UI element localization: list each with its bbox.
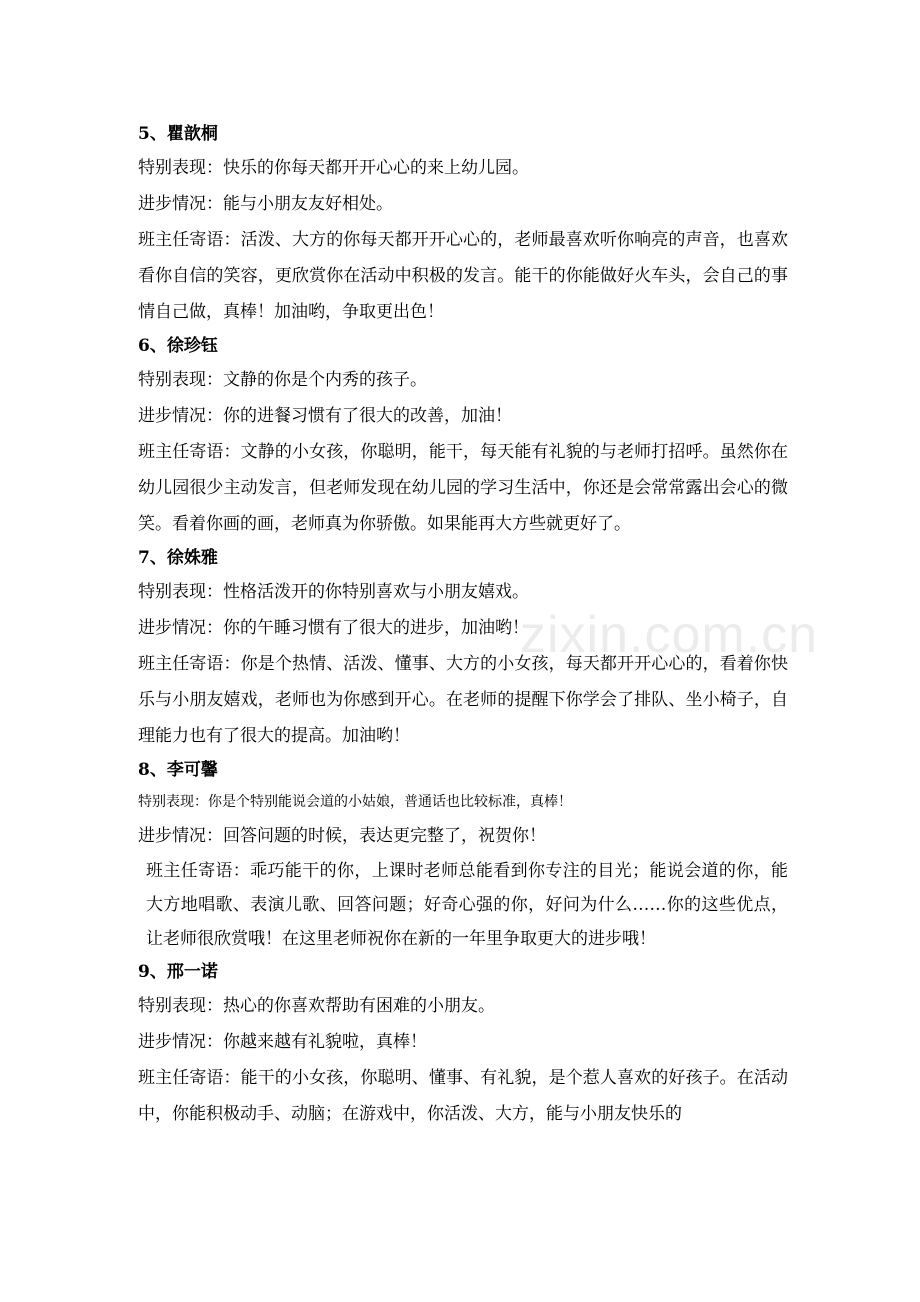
teacher-comment: 班主任寄语：文静的小女孩，你聪明，能干，每天能有礼貌的与老师打招呼。虽然你在幼儿园很少主动发言，但老师发现在幼儿园的学习生活中，你还是会常常露出会心的微笑。看着你画的画，老师真为你骄傲。如果能再大方些就更好了。: [138, 442, 788, 534]
teacher-comment: 班主任寄语：乖巧能干的你，上课时老师总能看到你专注的目光；能说会道的你，能大方地唱歌、表演儿歌、回答问题；好奇心强的你，好问为什么……你的这些优点，让老师很欣赏哦！在这里老师祝你在新的一年里争取更大的进步哦！: [146, 861, 788, 949]
section-heading: 7、徐姝雅: [138, 548, 218, 568]
special-performance: 特别表现：快乐的你每天都开开心心的来上幼儿园。: [138, 158, 529, 178]
section-heading: 6、徐珍钰: [138, 336, 218, 356]
special-performance: 特别表现：文静的你是个内秀的孩子。: [138, 370, 427, 390]
progress: 进步情况：回答问题的时候，表达更完整了，祝贺你！: [138, 826, 546, 846]
section-student-8: [138, 754, 788, 956]
section-student-6: [138, 330, 788, 542]
special-performance: 特别表现：你是个特别能说会道的小姑娘，普通话也比较标准，真棒！: [138, 794, 572, 810]
section-heading: 8、李可馨: [138, 760, 218, 780]
progress: 进步情况：你的进餐习惯有了很大的改善，加油！: [138, 406, 512, 426]
progress: 进步情况：你越来越有礼貌啦，真棒！: [138, 1032, 427, 1052]
progress: 进步情况：你的午睡习惯有了很大的进步，加油哟！: [138, 618, 529, 638]
section-heading: 9、邢一诺: [138, 962, 218, 982]
progress: 进步情况：能与小朋友友好相处。: [138, 194, 393, 214]
section-student-7: [138, 542, 788, 754]
section-heading: 5、瞿歆桐: [138, 124, 218, 144]
special-performance: 特别表现：性格活泼开的你特别喜欢与小朋友嬉戏。: [138, 582, 529, 602]
teacher-comment: 班主任寄语：能干的小女孩，你聪明、懂事、有礼貌，是个惹人喜欢的好孩子。在活动中，你能积极动手、动脑；在游戏中，你活泼、大方，能与小朋友快乐的: [138, 1068, 788, 1124]
special-performance: 特别表现：热心的你喜欢帮助有困难的小朋友。: [138, 996, 495, 1016]
teacher-comment: 班主任寄语：你是个热情、活泼、懂事、大方的小女孩，每天都开开心心的，看着你快乐与小朋友嬉戏，老师也为你感到开心。在老师的提醒下你学会了排队、坐小椅子，自理能力也有了很大的提高。加油哟！: [138, 654, 788, 746]
section-student-5: [138, 118, 788, 330]
watermark: zixin.com.cn: [520, 606, 819, 664]
section-student-9: [138, 956, 788, 1132]
teacher-comment: 班主任寄语：活泼、大方的你每天都开开心心的，老师最喜欢听你响亮的声音，也喜欢看你自信的笑容，更欣赏你在活动中积极的发言。能干的你能做好火车头，会自己的事情自己做，真棒！加油哟，争取更出色！: [138, 230, 788, 322]
document-body: [138, 118, 788, 1132]
